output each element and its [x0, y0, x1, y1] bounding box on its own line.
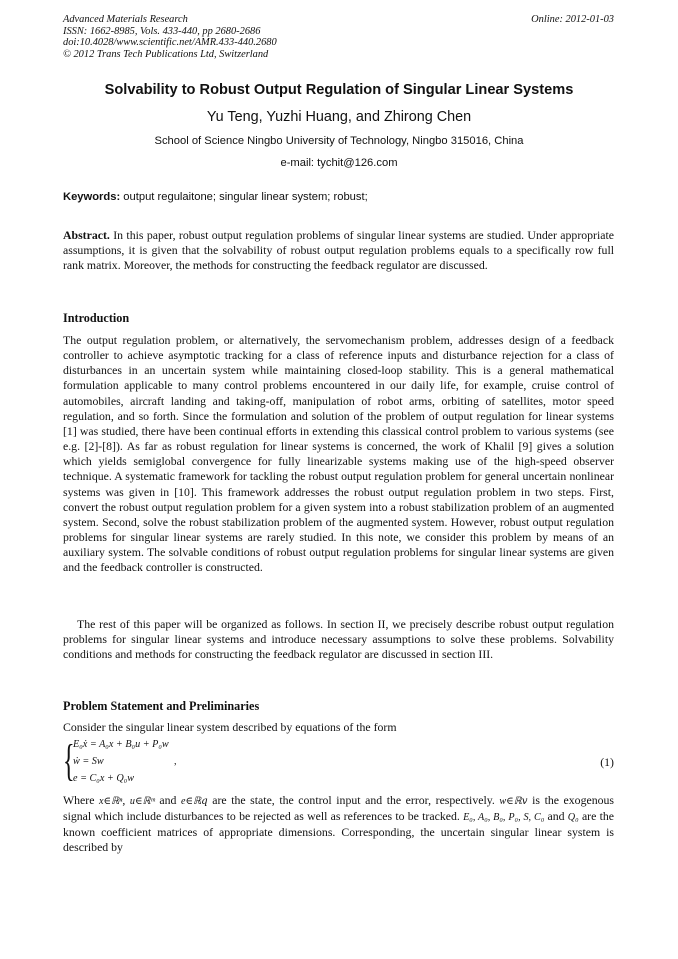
copyright-line: © 2012 Trans Tech Publications Ltd, Switzerland: [63, 48, 269, 60]
p2-sep-1: ,: [122, 793, 130, 807]
author-email: e-mail: tychit@126.com: [280, 157, 398, 169]
problem-statement-heading: Problem Statement and Preliminaries: [63, 699, 260, 713]
issn-line: ISSN: 1662-8985, Vols. 433-440, pp 2680-2686: [63, 25, 261, 37]
keywords-text: output regulaitone; singular linear system; robust;: [120, 191, 368, 203]
e-membership: e∈ℝ𝑞: [181, 796, 208, 807]
introduction-heading: Introduction: [63, 311, 130, 325]
keywords-label: Keywords:: [63, 191, 121, 203]
p2-text-d: are the known coefficient matrices of appropriate dimensions. Corresponding, the uncertain singular linear system is described by: [63, 809, 614, 855]
problem-paragraph-2: [63, 793, 614, 856]
equation-brace: {: [63, 736, 75, 785]
problem-paragraph-1: Consider the singular linear system described by equations of the form: [63, 720, 397, 734]
equation-number: (1): [600, 755, 614, 769]
p2-and-2: and: [544, 809, 568, 824]
p2-and-1: and: [154, 793, 182, 807]
equation-line-2: ẇ = Sw: [73, 756, 104, 767]
keywords-line: [63, 191, 368, 203]
affiliation: School of Science Ningbo University of Technology, Ningbo 315016, China: [154, 135, 524, 147]
journal-name: Advanced Materials Research: [63, 14, 188, 25]
equation-line-1: E₀ẋ = A₀x + B₀u + P₀w: [73, 739, 169, 750]
x-membership: x∈ℝⁿ: [99, 796, 123, 807]
paper-title: Solvability to Robust Output Regulation of Singular Linear Systems: [104, 82, 574, 98]
online-date: Online: 2012-01-03: [531, 14, 614, 25]
authors: Yu Teng, Yuzhi Huang, and Zhirong Chen: [206, 109, 472, 125]
introduction-paragraph-1: The output regulation problem, or alternatively, the servomechanism problem, addresses design of a feedback controller to achieve asymptotic tracking for a class of reference inputs and disturbance rejection for a class of disturbances in an uncertain system while maintaining closed-loop stability. This is a general mathematical formulation applicable to many control problems encountered in our daily life, for example, cruise control of automobiles, aircraft landing and taking-off, manipulation of robot arms, orbiting of satellites, motor speed regulation, and so forth. Since the formulation and solution of the problem of output regulation for linear systems [1] was studied, there have been continual efforts in extending this classical control problem to various systems (see e.g. [2]-[8]). As far as robust regulation for linear systems is concerned, the work of Khalil [9] gives a solution which yields semiglobal convergence for fully linearizable systems making use of the high-speed observer technique. A systematic framework for tackling the robust output regulation problem for general uncertain nonlinear systems was given in [10]. This framework addresses the robust output regulation problem in two steps. First, convert the robust output regulation problem for a given system into a robust stabilization problem of an augmented system. Second, solve the robust stabilization problem of the augmented system. However, robust output regulation problems for singular linear systems are rarely studied. In this note, we consider this problem by means of an auxiliary system. The solvable conditions of robust output regulation problems for singular linear systems are given and the feedback controller is constructed.: [63, 333, 614, 575]
p2-text-c: is the exogenous signal which include disturbances to be rejected as well as references to be tracked.: [63, 793, 614, 824]
p2-text-b: are the state, the control input and the error, respectively.: [207, 793, 500, 807]
equation-line-3: e = C₀x + Q₀w: [73, 773, 135, 784]
journal-header: [63, 14, 277, 60]
u-membership: u∈ℝᵐ: [129, 796, 155, 807]
abstract-label: Abstract.: [63, 228, 110, 242]
introduction-paragraph-2: The rest of this paper will be organized as follows. In section II, we precisely describe robust output regulation problems for singular linear systems and introduce necessary assumptions to solve these problems. Solvability conditions and methods for constructing the feedback regulator are discussed in section III.: [63, 617, 614, 662]
p2-text-a: Where: [63, 793, 100, 807]
equation-1: [63, 738, 614, 790]
equation-comma: ,: [174, 756, 177, 767]
matrix-q0: Q₀: [567, 812, 579, 824]
w-membership: w∈ℝ𝑣: [499, 796, 528, 807]
abstract: [63, 228, 614, 273]
abstract-text: In this paper, robust output regulation problems of singular linear systems are studied. Under appropriate assumptions, it is given that the solvability of robust output regulation problems equals to a specifically row full rank matrix. Moreover, the methods for constructing the feedback regulator are discussed.: [63, 228, 614, 273]
matrix-list: E₀, A₀, B₀, P₀, S, C₀: [463, 812, 545, 824]
doi-line: doi:10.4028/www.scientific.net/AMR.433-440.2680: [63, 37, 277, 49]
